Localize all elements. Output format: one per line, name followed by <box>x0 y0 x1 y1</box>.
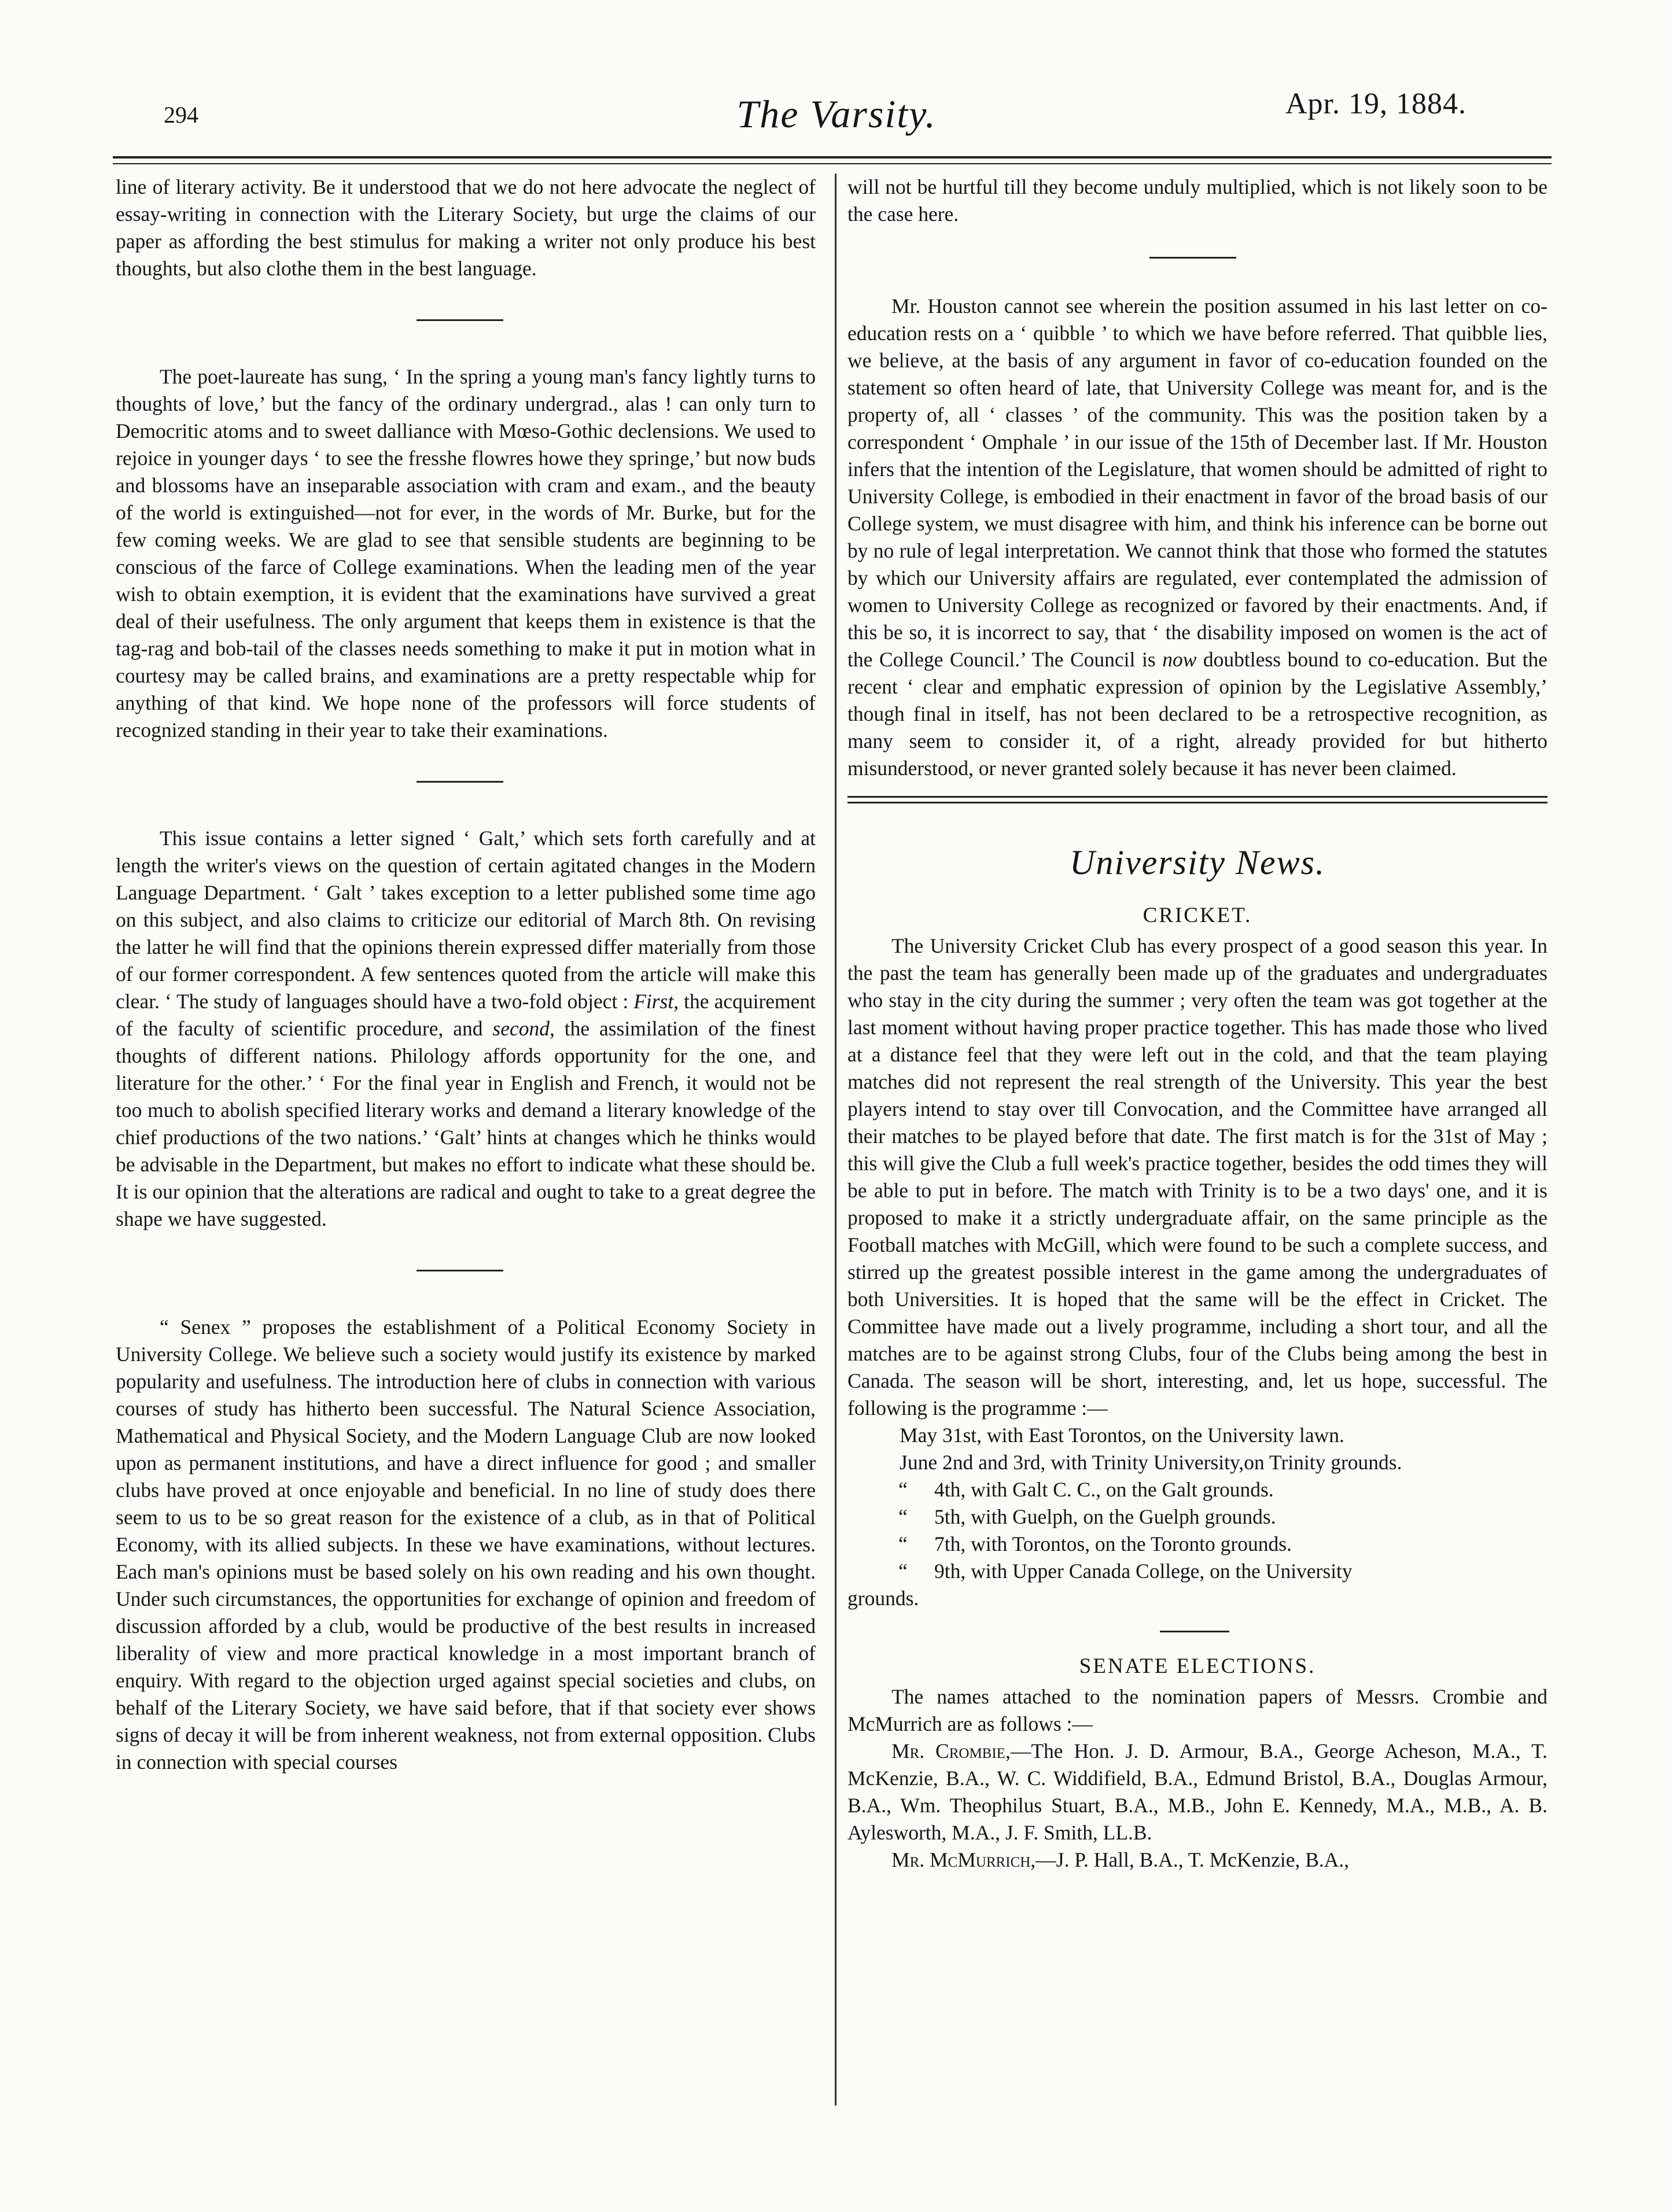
paragraph-houston-coeducation: Mr. Houston cannot see wherein the position assumed in his last letter on co-education rests on a ‘ quibble ’ to which we have before referred. That quibble lies, we believe, at the basis of any argument in favor of co-education founded on the statement so often heard of late, that University College was meant for, and is the property of, all ‘ classes ’ of the community. This was the position taken by a correspondent ‘ Omphale ’ in our issue of the 15th of December last. If Mr. Houston infers that the intention of the Legislature, that women should be admitted of right to University College, is embodied in their enactment in favor of the broad basis of our College system, we must disagree with him, and think his inference can be borne out by no rule of legal interpretation. We cannot think that those who formed the statutes by which our University affairs are regulated, ever contemplated the admission of women to University College as recognized or favored by their enactments. And, if this be so, it is incorrect to say, that ‘ the disability imposed on women is the act of the College Council.’ The Council is now doubtless bound to co-education. But the recent ‘ clear and emphatic expression of opinion by the Legislative Assembly,’ though final in itself, has not been declared to be a retrospective recognition, as many seem to consider it, of a right, already provided for but hitherto misunderstood, or never granted solely because it has never been claimed. <box>847 294 1547 780</box>
programme-end: grounds. <box>847 1587 919 1610</box>
paragraph-clubs-continued: will not be hurtful till they become unduly multiplied, which is not likely soon to be the case here. <box>847 175 1547 226</box>
page-number: 294 <box>164 102 198 128</box>
masthead-title: The Varsity. <box>736 92 937 136</box>
double-rule <box>847 782 1547 817</box>
left-column <box>116 174 816 1776</box>
senate-elections-heading: SENATE ELECTIONS. <box>1079 1654 1316 1678</box>
column-divider <box>835 174 837 2106</box>
paragraph-crombie-nominators: Mr. Crombie,—The Hon. J. D. Armour, B.A., George Acheson, M.A., T. McKenzie, B.A., W. C. Widdifield, B.A., Edmund Bristol, B.A., Douglas Armour, B.A., Wm. Theophilus Stuart, B.A., M.B., John E. Kennedy, M.A., M.B., A. B. Aylesworth, M.A., J. F. Smith, LL.B. <box>847 1739 1547 1844</box>
programme-item: May 31st, with East Torontos, on the University lawn. <box>900 1424 1344 1447</box>
paragraph-senate-nominations: The names attached to the nomination papers of Messrs. Crombie and McMurrich are as follows :— <box>847 1685 1547 1735</box>
programme-item: “ 9th, with Upper Canada College, on the University <box>898 1560 1353 1583</box>
cricket-programme <box>847 1422 1547 1612</box>
section-break <box>116 1233 816 1314</box>
paragraph-literary-activity: line of literary activity. Be it understood that we do not here advocate the neglect of essay-writing in connection with the Literary Society, but urge the claims of our paper as affording the best stimulus for making a writer not only produce his best thoughts, but also clothe them in the best language. <box>116 175 816 280</box>
university-news-heading: University News. <box>1070 843 1325 882</box>
programme-item: June 2nd and 3rd, with Trinity University,on Trinity grounds. <box>900 1451 1402 1474</box>
paragraph-senex-society: “ Senex ” proposes the establishment of a Political Economy Society in University College. We believe such a society would justify its existence by marked popularity and usefulness. The introduction here of clubs in connection with various courses of study has hitherto been successful. The Natural Science Association, Mathematical and Physical Society, and the Modern Language Club are now looked upon as permanent institutions, and have a direct influence for good ; and smaller clubs have proved at once enjoyable and beneficial. In no line of study does there seem to us to be so great reason for the existence of a club, as in that of Political Economy, with its allied subjects. In these we have examinations, without lectures. Each man's opinions must be based solely on his own reading and his own thought. Under such circumstances, the opportunities for exchange of opinion and freedom of discussion afforded by a club, would be productive of the best results in increased liberality of view and more practical knowledge in a most important branch of enquiry. With regard to the objection urged against special societies and clubs, on behalf of the Literary Society, we have said before, that if that society ever shows signs of decay it will be from inherent weakness, not from external opposition. Clubs in connection with special courses <box>116 1315 816 1774</box>
paragraph-mcmurrich-nominators: Mr. McMurrich,—J. P. Hall, B.A., T. McKenzie, B.A., <box>891 1848 1350 1871</box>
programme-item: “ 4th, with Galt C. C., on the Galt grounds. <box>898 1478 1274 1501</box>
paragraph-cricket-club: The University Cricket Club has every prospect of a good season this year. In the past the team has generally been made up of the graduates and undergraduates who stay in the city during the summer ; very often the team was got together at the last moment without having proper practice together. This has made those who lived at a distance feel that they were left out in the cold, and that the team playing matches did not represent the real strength of the University. This year the best players intend to stay over till Convocation, and the Committee have arranged all their matches to be played before that date. The first match is for the 31st of May ; this will give the Club a full week's practice together, besides the odd times they will be able to put in before. The match with Trinity is to be a two days' one, and it is proposed to make it a strictly undergraduate affair, on the same principle as the Football matches with McGill, which were found to be such a complete success, and stirred up the greatest possible interest in the game among the undergraduates of both Universities. It is hoped that the same will be the effect in Cricket. The Committee have made out a lively programme, including a short tour, and all the matches are to be against strong Clubs, four of the Clubs being among the best in Canada. The season will be short, interesting, and, let us hope, successful. The following is the programme :— <box>847 934 1547 1420</box>
paragraph-poet-laureate: The poet-laureate has sung, ‘ In the spring a young man's fancy lightly turns to thoughts of love,’ but the fancy of the ordinary undergrad., alas ! can only turn to Democritic atoms and to sweet dalliance with Mœso-Gothic declensions. We used to rejoice in younger days ‘ to see the fresshe flowres howe they springe,’ but now buds and blossoms have an inseparable association with cram and exam., and the beauty of the world is extinguished—not for ever, in the words of Mr. Burke, but for the few coming weeks. We are glad to see that sensible students are beginning to be conscious of the farce of College examinations. When the leading men of the year wish to obtain exemption, it is evident that the examinations have survived a great deal of their usefulness. The only argument that keeps them in existence is that the tag-rag and bob-tail of the classes needs something to make it put in motion what in courtesy may be called brains, and examinations are a pretty respectable whip for anything of that kind. We hope none of the professors will force students of recognized standing in their year to take their examinations. <box>116 365 816 742</box>
section-break <box>116 744 816 825</box>
programme-item: “ 7th, with Torontos, on the Toronto grounds. <box>898 1532 1292 1555</box>
cricket-heading: CRICKET. <box>1143 904 1252 927</box>
issue-date: Apr. 19, 1884. <box>1285 87 1466 120</box>
section-break <box>116 282 816 363</box>
paragraph-galt-letter: This issue contains a letter signed ‘ Galt,’ which sets forth carefully and at length the writer's views on the question of certain agitated changes in the Modern Language Department. ‘ Galt ’ takes exception to a letter published some time ago on this subject, and also claims to criticize our editorial of March 8th. On revising the latter he will find that the opinions therein expressed differ materially from those of our former correspondent. A few sentences quoted from the article will make this clear. ‘ The study of languages should have a two-fold object : First, the acquirement of the faculty of scientific procedure, and second, the assimilation of the finest thoughts of different nations. Philology affords opportunity for the one, and literature for the other.’ ‘ For the final year in English and French, it would not be too much to abolish specified literary works and demand a literary knowledge of the chief productions of the two nations.’ ‘Galt’ hints at changes which he thinks would be advisable in the Department, but makes no effort to indicate what these should be. It is our opinion that the alterations are radical and ought to take to a great degree the shape we have suggested. <box>116 827 816 1230</box>
section-break <box>847 1612 1547 1653</box>
section-break <box>847 228 1547 293</box>
programme-item: “ 5th, with Guelph, on the Guelph grounds. <box>898 1505 1276 1528</box>
header-rule-thin <box>113 163 1552 164</box>
right-column <box>847 174 1547 1874</box>
header-rule <box>113 156 1552 158</box>
